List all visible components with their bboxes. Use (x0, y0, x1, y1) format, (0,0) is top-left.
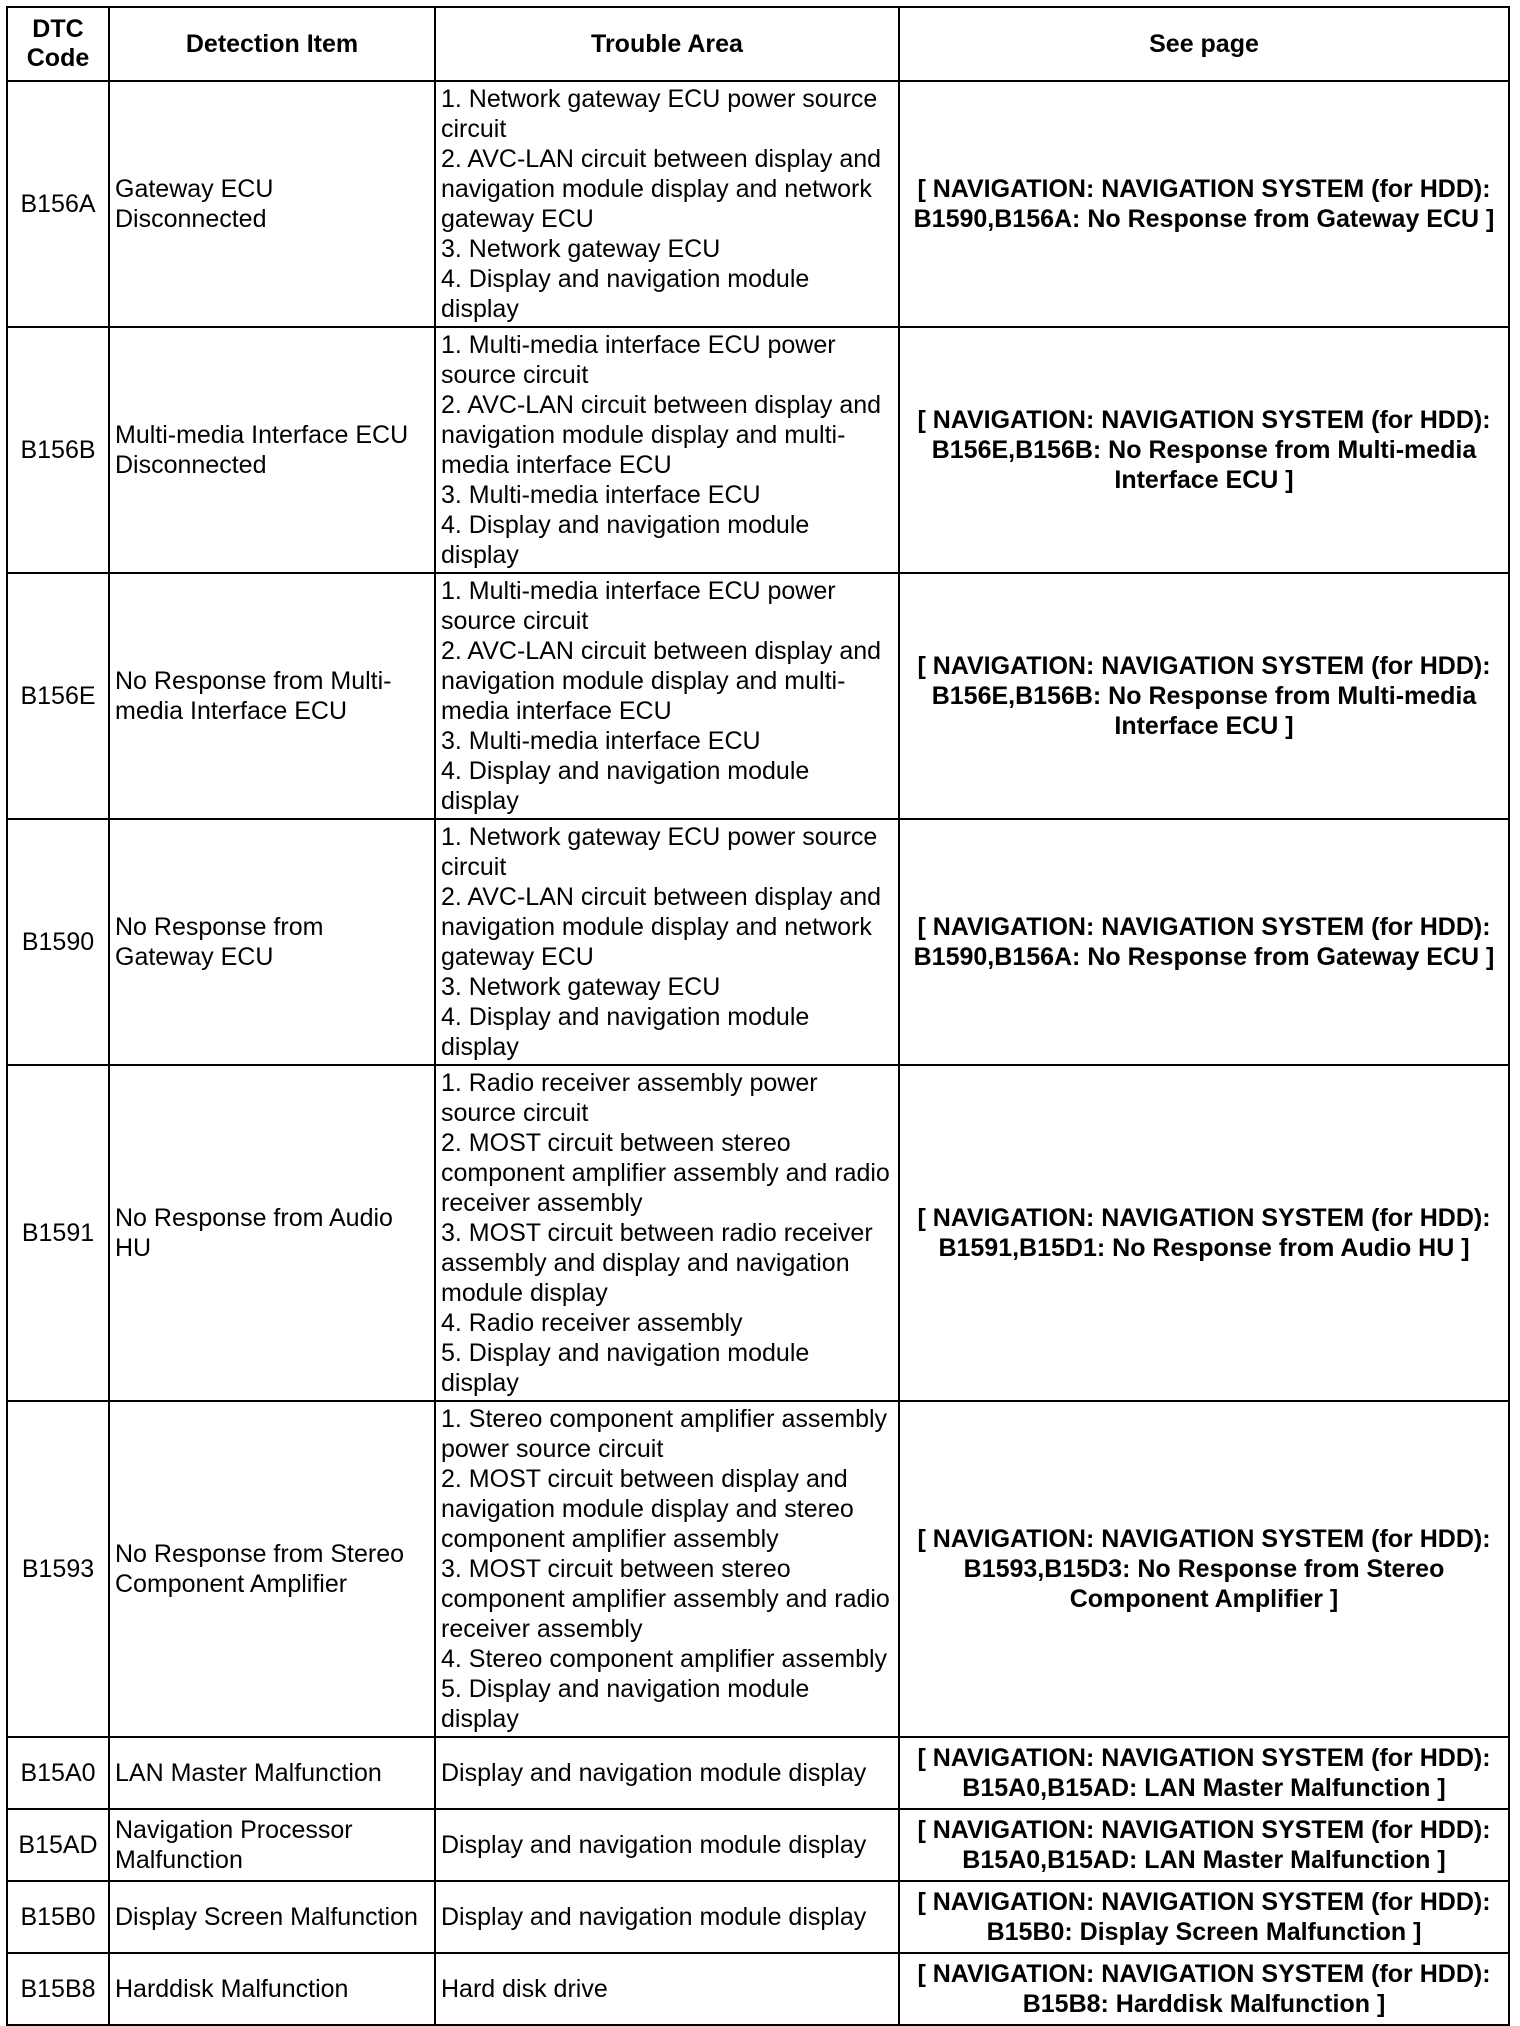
trouble-area-cell (435, 1881, 899, 1953)
trouble-area-item: 4. Stereo component amplifier assembly (441, 1645, 888, 1673)
table-row (7, 1881, 1509, 1953)
detection-item-cell: Navigation Processor Malfunction (109, 1809, 435, 1881)
trouble-area-item: 1. Stereo component amplifier assembly power source circuit (441, 1405, 888, 1463)
trouble-area-item: 1. Network gateway ECU power source circuit (441, 85, 878, 143)
trouble-area-item: 3. Network gateway ECU (441, 973, 721, 1001)
trouble-area-item: Display and navigation module display (441, 1831, 867, 1859)
detection-item-cell: Gateway ECU Disconnected (109, 81, 435, 327)
see-page-cell: [ NAVIGATION: NAVIGATION SYSTEM (for HDD): B15B8: Harddisk Malfunction ] (899, 1953, 1509, 2025)
trouble-area-item: 3. Multi-media interface ECU (441, 727, 761, 755)
detection-item-cell: Multi-media Interface ECU Disconnected (109, 327, 435, 573)
trouble-area-cell (435, 327, 899, 573)
table-row (7, 1809, 1509, 1881)
trouble-area-item: 3. MOST circuit between stereo component amplifier assembly and radio receiver assembly (441, 1555, 890, 1643)
detection-item-cell: Display Screen Malfunction (109, 1881, 435, 1953)
trouble-area-cell (435, 81, 899, 327)
dtc-code-cell: B15AD (7, 1809, 109, 1881)
trouble-area-item: 2. MOST circuit between stereo component amplifier assembly and radio receiver assembly (441, 1129, 890, 1217)
trouble-area-cell (435, 1809, 899, 1881)
trouble-area-item: 2. AVC-LAN circuit between display and navigation module display and multi-media interface ECU (441, 637, 882, 725)
trouble-area-item: Display and navigation module display (441, 1903, 867, 1931)
trouble-area-item: 1. Multi-media interface ECU power source circuit (441, 577, 836, 635)
table-row (7, 327, 1509, 573)
dtc-code-cell: B15B8 (7, 1953, 109, 2025)
dtc-code-cell: B15A0 (7, 1737, 109, 1809)
header-detection-item: Detection Item (109, 7, 435, 81)
dtc-document (6, 6, 1508, 2026)
trouble-area-item: 5. Display and navigation module display (441, 1339, 810, 1397)
see-page-cell: [ NAVIGATION: NAVIGATION SYSTEM (for HDD): B1591,B15D1: No Response from Audio HU ] (899, 1065, 1509, 1401)
detection-item-cell: Harddisk Malfunction (109, 1953, 435, 2025)
trouble-area-cell (435, 819, 899, 1065)
trouble-area-cell (435, 1065, 899, 1401)
trouble-area-cell (435, 1401, 899, 1737)
see-page-cell: [ NAVIGATION: NAVIGATION SYSTEM (for HDD): B15B0: Display Screen Malfunction ] (899, 1881, 1509, 1953)
trouble-area-item: 3. MOST circuit between radio receiver assembly and display and navigation module display (441, 1219, 873, 1307)
trouble-area-cell (435, 573, 899, 819)
see-page-cell: [ NAVIGATION: NAVIGATION SYSTEM (for HDD): B15A0,B15AD: LAN Master Malfunction ] (899, 1737, 1509, 1809)
detection-item-cell: No Response from Gateway ECU (109, 819, 435, 1065)
dtc-code-cell: B1591 (7, 1065, 109, 1401)
trouble-area-item: 2. AVC-LAN circuit between display and navigation module display and multi-media interface ECU (441, 391, 882, 479)
dtc-code-cell: B156A (7, 81, 109, 327)
trouble-area-item: 3. Multi-media interface ECU (441, 481, 761, 509)
see-page-cell: [ NAVIGATION: NAVIGATION SYSTEM (for HDD): B156E,B156B: No Response from Multi-media Interface ECU ] (899, 573, 1509, 819)
see-page-cell: [ NAVIGATION: NAVIGATION SYSTEM (for HDD): B1593,B15D3: No Response from Stereo Component Amplifier ] (899, 1401, 1509, 1737)
trouble-area-item: Display and navigation module display (441, 1759, 867, 1787)
trouble-area-item: 4. Display and navigation module display (441, 1003, 810, 1061)
trouble-area-item: 2. MOST circuit between display and navigation module display and stereo component amplifier assembly (441, 1465, 854, 1553)
dtc-code-cell: B156B (7, 327, 109, 573)
header-see-page: See page (899, 7, 1509, 81)
trouble-area-item: 4. Display and navigation module display (441, 757, 810, 815)
see-page-cell: [ NAVIGATION: NAVIGATION SYSTEM (for HDD): B156E,B156B: No Response from Multi-media Interface ECU ] (899, 327, 1509, 573)
trouble-area-item: 4. Radio receiver assembly (441, 1309, 743, 1337)
table-row (7, 1737, 1509, 1809)
table-row (7, 1401, 1509, 1737)
trouble-area-item: 4. Display and navigation module display (441, 265, 810, 323)
table-row (7, 1065, 1509, 1401)
see-page-cell: [ NAVIGATION: NAVIGATION SYSTEM (for HDD): B1590,B156A: No Response from Gateway ECU ] (899, 81, 1509, 327)
trouble-area-item: Hard disk drive (441, 1975, 608, 2003)
trouble-area-item: 2. AVC-LAN circuit between display and navigation module display and network gateway ECU (441, 145, 882, 233)
dtc-code-cell: B156E (7, 573, 109, 819)
dtc-code-cell: B1593 (7, 1401, 109, 1737)
header-dtc-code: DTC Code (7, 7, 109, 81)
table-header-row (7, 7, 1509, 81)
detection-item-cell: No Response from Stereo Component Amplifier (109, 1401, 435, 1737)
detection-item-cell: No Response from Audio HU (109, 1065, 435, 1401)
trouble-area-item: 1. Network gateway ECU power source circuit (441, 823, 878, 881)
trouble-area-item: 4. Display and navigation module display (441, 511, 810, 569)
trouble-area-item: 3. Network gateway ECU (441, 235, 721, 263)
trouble-area-cell (435, 1737, 899, 1809)
trouble-area-cell (435, 1953, 899, 2025)
trouble-area-item: 2. AVC-LAN circuit between display and navigation module display and network gateway ECU (441, 883, 882, 971)
table-row (7, 819, 1509, 1065)
dtc-code-cell: B15B0 (7, 1881, 109, 1953)
see-page-cell: [ NAVIGATION: NAVIGATION SYSTEM (for HDD): B15A0,B15AD: LAN Master Malfunction ] (899, 1809, 1509, 1881)
trouble-area-item: 5. Display and navigation module display (441, 1675, 810, 1733)
see-page-cell: [ NAVIGATION: NAVIGATION SYSTEM (for HDD): B1590,B156A: No Response from Gateway ECU ] (899, 819, 1509, 1065)
table-body (7, 81, 1509, 2025)
detection-item-cell: LAN Master Malfunction (109, 1737, 435, 1809)
table-row (7, 1953, 1509, 2025)
table-row (7, 81, 1509, 327)
detection-item-cell: No Response from Multi-media Interface ECU (109, 573, 435, 819)
trouble-area-item: 1. Multi-media interface ECU power source circuit (441, 331, 836, 389)
trouble-area-item: 1. Radio receiver assembly power source circuit (441, 1069, 818, 1127)
dtc-table (6, 6, 1510, 2026)
header-trouble-area: Trouble Area (435, 7, 899, 81)
dtc-code-cell: B1590 (7, 819, 109, 1065)
table-row (7, 573, 1509, 819)
